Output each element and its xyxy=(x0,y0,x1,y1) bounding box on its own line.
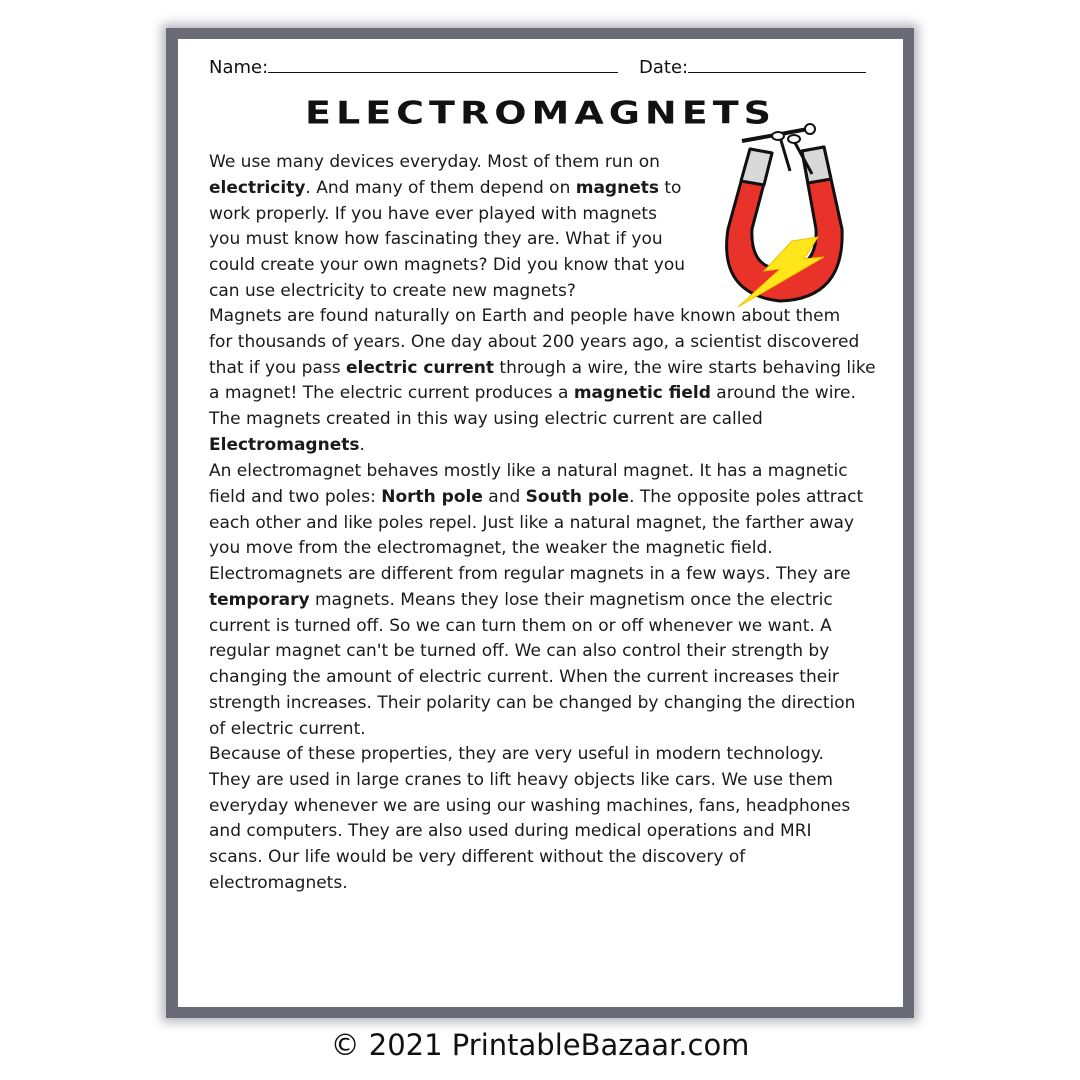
text-span: through a wire, the wire starts behaving like xyxy=(494,357,876,378)
paragraph-history xyxy=(209,304,876,459)
text-line: Magnets are found naturally on Earth and people have known about them xyxy=(209,306,841,326)
text-line: scans. Our life would be very different without the discovery of xyxy=(209,847,746,868)
intro-paragraph xyxy=(209,150,685,305)
text-span: around the wire. xyxy=(710,383,856,404)
text-line: each other and like poles repel. Just like a natural magnet, the farther away xyxy=(209,512,855,533)
text-span: . The opposite poles attract xyxy=(629,486,864,507)
text-span: magnets. Means they lose their magnetism once the electric xyxy=(309,589,833,610)
text-line xyxy=(209,588,855,614)
intro-line: can use electricity to create new magnets? xyxy=(209,280,576,301)
text-span: a magnet! The electric current produces a xyxy=(209,383,574,404)
bold-term: temporary xyxy=(209,589,310,610)
text-span: that if you pass xyxy=(209,357,347,378)
text-line: strength increases. Their polarity can be changed by changing the direction xyxy=(209,692,856,713)
text-line: regular magnet can't be turned off. We can also control their strength by xyxy=(209,641,830,662)
text-line: Electromagnets are different from regular magnets in a few ways. They are xyxy=(209,564,851,584)
text-line: for thousands of years. One day about 200 years ago, a scientist discovered xyxy=(209,331,860,352)
name-label: Name: xyxy=(209,57,269,78)
text-line: of electric current. xyxy=(209,718,366,739)
text-span: and xyxy=(482,486,526,507)
text-line: Because of these properties, they are very useful in modern technology. xyxy=(209,744,824,764)
bold-term: electricity xyxy=(209,177,306,198)
name-field xyxy=(209,56,618,78)
text-line: current is turned off. So we can turn them on or off whenever we want. A xyxy=(209,615,832,636)
paragraph-differences xyxy=(209,562,855,743)
text-span: to xyxy=(658,177,682,198)
text-line: electromagnets. xyxy=(209,872,348,893)
text-line: They are used in large cranes to lift heavy objects like cars. We use them xyxy=(209,769,833,790)
intro-line: We use many devices everyday. Most of them run on xyxy=(209,152,660,172)
text-span: . And many of them depend on xyxy=(305,177,576,198)
worksheet-page xyxy=(178,39,903,1007)
text-span: field and two poles: xyxy=(209,486,382,507)
intro-line xyxy=(209,176,685,202)
copyright-footer: © 2021 PrintableBazaar.com xyxy=(330,1028,750,1062)
bold-term: North pole xyxy=(381,486,483,507)
text-line: changing the amount of electric current. When the current increases their xyxy=(209,667,839,688)
bold-term: electric current xyxy=(346,357,495,378)
worksheet-title: ELECTROMAGNETS xyxy=(305,94,776,132)
paragraph-uses xyxy=(209,742,850,897)
bold-term: magnetic field xyxy=(573,383,711,404)
text-line xyxy=(209,381,876,407)
date-label: Date: xyxy=(639,57,689,78)
text-line xyxy=(209,356,876,382)
intro-line: work properly. If you have ever played with magnets xyxy=(209,203,657,224)
date-blank-line xyxy=(688,56,866,73)
text-line: you move from the electromagnet, the weaker the magnetic field. xyxy=(209,538,773,559)
intro-line: you must know how fascinating they are. What if you xyxy=(209,229,663,250)
name-blank-line xyxy=(268,56,618,73)
text-line: everyday whenever we are using our washing machines, fans, headphones xyxy=(209,795,851,816)
text-span: . xyxy=(359,434,365,455)
bold-term: magnets xyxy=(575,177,659,198)
text-line: and computers. They are also used during medical operations and MRI xyxy=(209,821,812,842)
intro-line: could create your own magnets? Did you know that you xyxy=(209,255,686,276)
text-line: The magnets created in this way using electric current are called xyxy=(209,409,763,430)
bold-term: Electromagnets xyxy=(209,434,360,455)
paragraph-poles xyxy=(209,459,863,562)
text-line xyxy=(209,433,876,459)
text-line: An electromagnet behaves mostly like a natural magnet. It has a magnetic xyxy=(209,461,848,481)
text-line xyxy=(209,485,863,511)
horseshoe-magnet-illustration xyxy=(720,119,860,309)
date-field xyxy=(639,56,866,78)
bold-term: South pole xyxy=(525,486,630,507)
